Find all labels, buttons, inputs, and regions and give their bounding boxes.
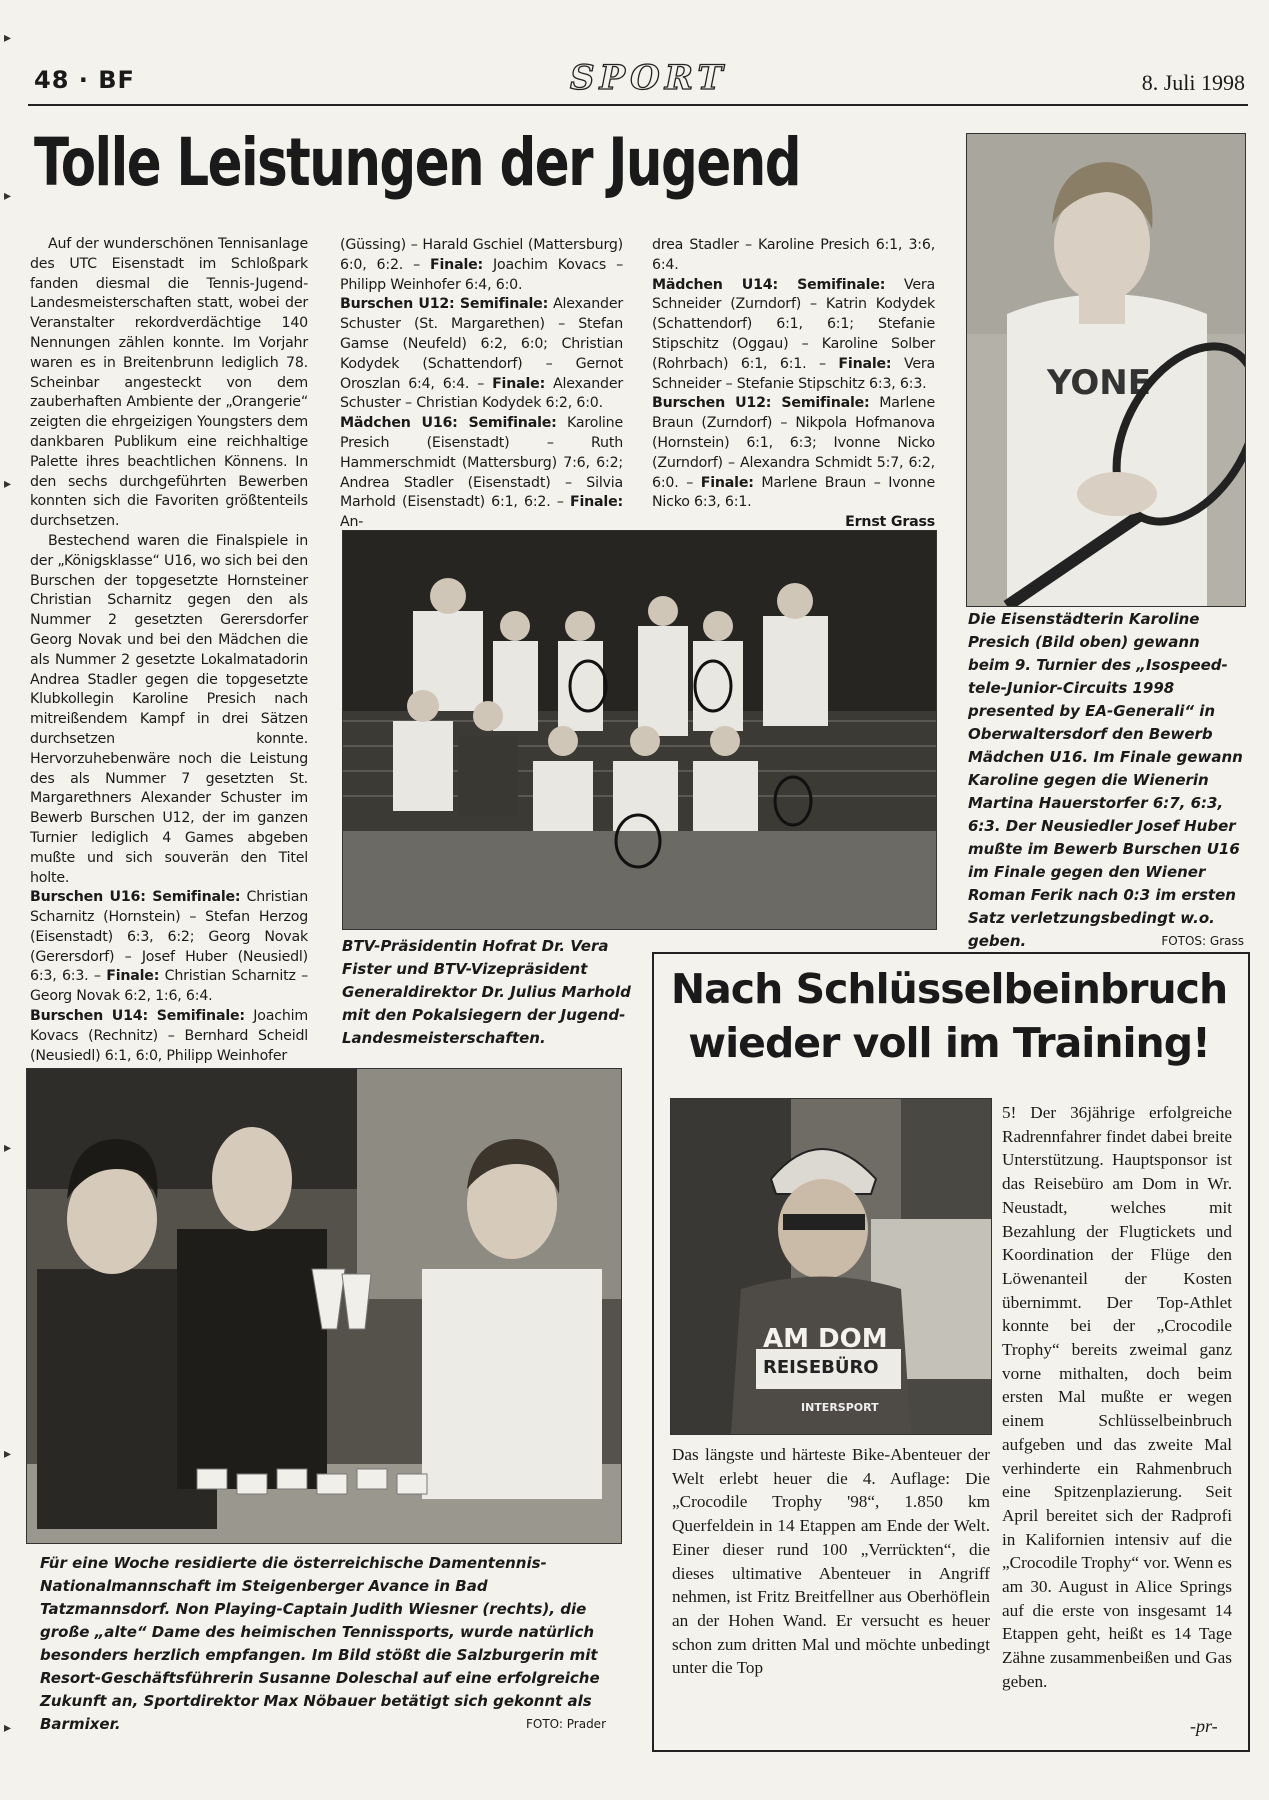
article-paragraph: 5! Der 36jährige erfolgreiche Radrennfahrer findet dabei breite Unterstützung. Hauptsponsor ist das Reisebüro am Dom in Wr. Neustadt, welches mit Bezahlung der Flugtickets und Koordination der Flüge den Löwenanteil der Kosten übernimmt. Der Top-Athlet konnte bei der „Crocodile Trophy“ bereits zweimal ganz vorne mithalten, doch beim ersten Mal mußte er wegen einem Schlüsselbeinbruch aufgeben und das zweite Mal verhinderte ein Rahmenbruch eine Spitzenplazierung. Seit April bereitet sich der Radprofi in Kalifornien intensiv auf die „Crocodile Trophy“ vor. Wenn es am 30. August in Alice Springs auf die erste von insgesamt 14 Etappen geht, heißt es 14 Tage Zähne zusammenbeißen und Gas geben. [1002, 1103, 1232, 1691]
results-block: drea Stadler – Karoline Presich 6:1, 3:6, 6:4. [652, 237, 935, 273]
article-paragraph: Bestechend waren die Finalspiele in der „Königsklasse“ U16, wo sich bei den Burschen der topgesetzte Hornsteiner Christian Scharnitz gegen den als Nummer 2 gesetzten Gerersdorfer Georg Novak und bei den Mädchen die als Nummer 2 gesetzte Lokalmatadorin Andrea Stadler gegen die topgesetzte Klubkollegin Karoline Presich nach mitreißendem Kampf in drei Sätzen durchsetzen konnte. Hervorzuhebenwäre noch die Leistung des als Nummer 7 gesetzten St. Margarethners Alexander Schuster im Bewerb Burschen U12, der im ganzen Turnier lediglich 4 Games abgeben mußte und sich souverän den Titel holte. [30, 532, 308, 886]
bar-photo [26, 1068, 622, 1544]
group-photo-caption: BTV-Präsidentin Hofrat Dr. Vera Fister und BTV-Vizepräsident Generaldirektor Dr. Julius Marhold mit den Pokalsiegern der Jugend-Landesmeisterschaften. [342, 937, 631, 1047]
portrait-illustration [967, 134, 1245, 606]
group-photo [342, 530, 937, 930]
results-block: Burschen U14: Semifinale: Joachim Kovacs (Rechnitz) – Bernhard Scheidl (Neusiedl) 6:1, 6:0, Philipp Weinhofer [30, 1008, 308, 1064]
results-block: Burschen U16: Semifinale: Christian Scharnitz (Hornstein) – Stefan Herzog (Eisenstadt) 6:3, 6:2; Georg Novak (Gerersdorf) – Josef Huber (Neusiedl) 6:3, 6:3. – Finale: Christian Scharnitz – Georg Novak 6:2, 1:6, 6:4. [30, 889, 308, 1005]
jersey-text: AM DOM [763, 1324, 888, 1354]
page-number: 48 · BF [34, 66, 135, 94]
bar-photo-caption: Für eine Woche residierte die österreichische Damentennis-Nationalmannschaft im Steigenberger Avance in Bad Tatzmannsdorf. Non Playing-Captain Judith Wiesner (rechts), die große „alte“ Dame des heimischen Tennissports, wurde natürlich besonders herzlich empfangen. Im Bild stößt die Salzburgerin mit Resort-Geschäftsführerin Susanne Doleschal auf eine erfolgreiche Zukunft an, Sportdirektor Max Nöbauer betätigt sich gekonnt als Barmixer. FOTO: Prader [40, 1552, 606, 1736]
margin-mark: ▸ [4, 476, 12, 492]
article-column-2 [340, 236, 623, 533]
cyclist-illustration [671, 1099, 991, 1434]
bar-illustration [27, 1069, 621, 1543]
article-signature: -pr- [1190, 1716, 1218, 1736]
article-column-3 [652, 236, 935, 533]
portrait-photo [966, 133, 1246, 607]
header-rule [28, 104, 1248, 106]
cyclist-photo [670, 1098, 992, 1435]
article-author: Ernst Grass [845, 514, 935, 531]
results-block: Mädchen U14: Semifinale: Vera Schneider (Zurndorf) – Katrin Kodydek (Schattendorf) 6:1, 6:1; Stefanie Stipschitz (Oggau) – Karoline Solber (Rohrbach) 6:1, 6:1. – Finale: Vera Schneider – Stefanie Stipschitz 6:3, 6:3. [652, 276, 936, 392]
results-block: Burschen U12: Semifinale: Alexander Schuster (St. Margarethen) – Stefan Gamse (Neufeld) 6:2, 6:0; Christian Kodydek (Schattendorf) – Gernot Oroszlan 6:4, 6:4. – Finale: Alexander Schuster – Christian Kodydek 6:2, 6:0. [340, 296, 623, 412]
section-title: SPORT [570, 58, 728, 98]
margin-mark: ▸ [4, 188, 12, 204]
results-block: Burschen U12: Semifinale: Marlene Braun (Zurndorf) – Nikpola Hofmanova (Hornstein) 6:1, 6:3; Ivonne Nicko (Zurndorf) – Alexandra Schmidt 5:7, 6:2, 6:0. – Finale: Marlene Braun – Ivonne Nicko 6:3, 6:1. [652, 395, 936, 511]
margin-mark: ▸ [4, 30, 12, 46]
photo-credit: FOTO: Prader [525, 1717, 606, 1731]
jersey-text: INTERSPORT [801, 1401, 879, 1414]
photo-credit: FOTOS: Grass [1161, 934, 1244, 948]
results-block: Mädchen U16: Semifinale: Karoline Presich (Eisenstadt) – Ruth Hammerschmidt (Mattersburg) 7:6, 6:2; Andrea Stadler (Eisenstadt) – Silvia Marhold (Eisenstadt) 6:1, 6:2. – Finale: An- [340, 415, 623, 531]
jersey-text: REISEBÜRO [763, 1357, 879, 1378]
portrait-caption: Die Eisenstädterin Karoline Presich (Bild oben) gewann beim 9. Turnier des „Isospeed-tele-Junior-Circuits 1998 presented by EA-Generali“ in Oberwaltersdorf den Bewerb Mädchen U16. Im Finale gewann Karoline gegen die Wienerin Martina Hauerstorfer 6:7, 6:3, 6:3. Der Neusiedler Josef Huber mußte im Bewerb Burschen U16 im Finale gegen den Wiener Roman Ferik nach 0:3 im ersten Satz verletzungsbedingt w.o. geben. FOTOS: Grass [968, 608, 1244, 953]
cycling-column-1 [672, 1443, 990, 1680]
cycling-column-2 [1002, 1101, 1232, 1694]
article-paragraph: Auf der wunderschönen Tennisanlage des UTC Eisenstadt im Schloßpark fanden diesmal die Tennis-Jugend-Landesmeisterschaften statt, wobei der Veranstalter rekordverdächtige 140 Nennungen zählen konnte. Im Vorjahr waren es in Breitenbrunn lediglich 78. Scheinbar angesteckt von dem zauberhaften Ambiente der „Orangerie“ zeigten die ehrgeizigen Youngsters dem dankbaren Publikum eine reichhaltige Palette ihres beachtlichen Könnens. In den sechs durchgeführten Bewerben konnten sich die Favoriten größtenteils durchsetzen. [30, 236, 308, 530]
margin-mark: ▸ [4, 1720, 12, 1736]
issue-date: 8. Juli 1998 [1141, 70, 1245, 95]
group-illustration [343, 531, 936, 929]
headline-cycling: Nach Schlüsselbeinbruch wieder voll im Training! [670, 965, 1228, 1067]
margin-mark: ▸ [4, 1140, 12, 1156]
margin-mark: ▸ [4, 1446, 12, 1462]
article-column-1 [30, 235, 308, 1066]
headline-tennis: Tolle Leistungen der Jugend [34, 124, 801, 201]
results-block: (Güssing) – Harald Gschiel (Mattersburg) 6:0, 6:2. – Finale: Joachim Kovacs – Philipp Weinhofer 6:4, 6:0. [340, 237, 623, 293]
shirt-logo: YONE [1047, 363, 1151, 403]
article-paragraph: Das längste und härteste Bike-Abenteuer der Welt erlebt heuer die 4. Auflage: Die „Crocodile Trophy '98“, 1.850 km Querfeldein in 14 Etappen am Ende der Welt. Einer dieser rund 100 „Verrückten“, die dieses ultimative Abenteuer in Angriff nehmen, ist Fritz Breitfellner aus Oberhöflein an der Hohen Wand. Er versucht es heuer schon zum dritten Mal und möchte unbedingt unter die Top [672, 1445, 990, 1678]
